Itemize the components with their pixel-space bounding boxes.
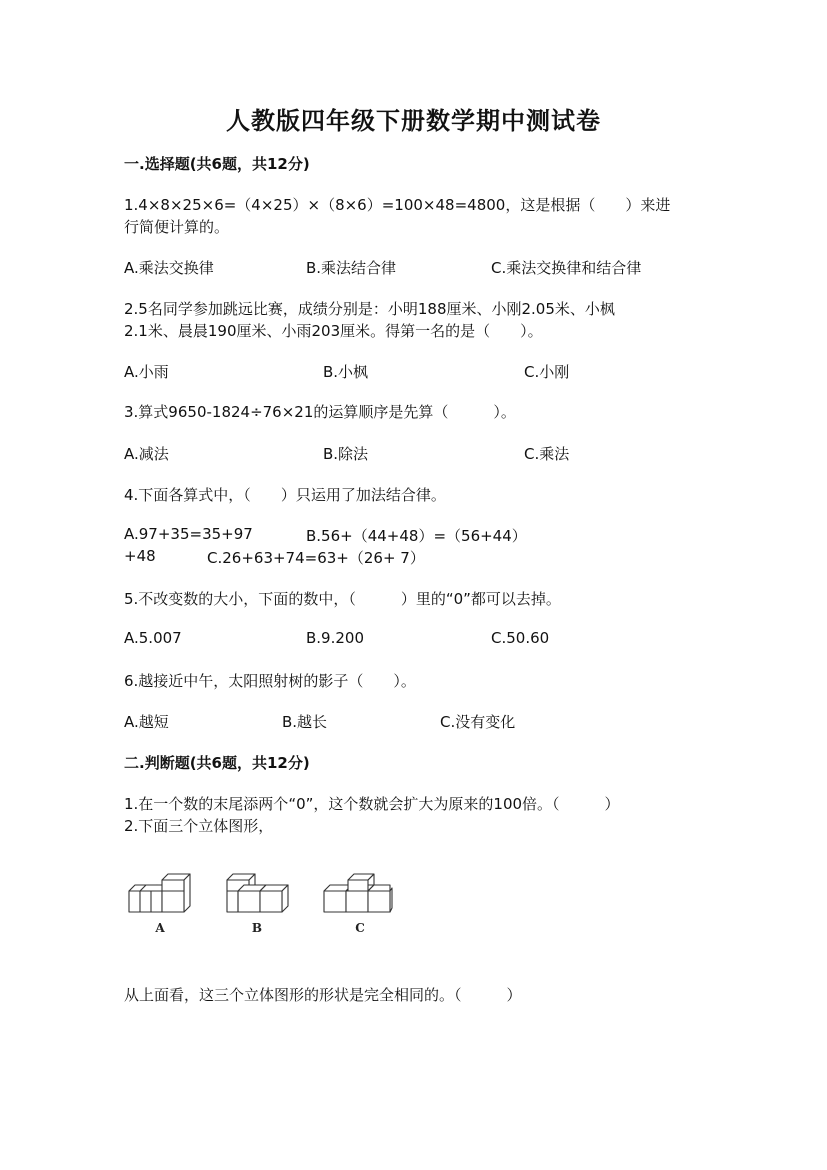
option-a: A.越短 [124,713,169,731]
question-text: 2.1米、晨晨190厘米、小雨203厘米。得第一名的是（ ）。 [124,322,543,340]
cube-figure-a [129,874,190,935]
question-text: 1.在一个数的末尾添两个“0”，这个数就会扩大为原来的100倍。（ ） [124,795,620,813]
option-c: C.50.60 [491,629,550,647]
option-b: B.乘法结合律 [306,259,397,277]
figure-label-b: B [251,921,263,935]
figure-label-a: A [155,921,165,935]
cube-figure-c [324,874,392,935]
option-c: C.乘法交换律和结合律 [491,259,642,277]
question-followup: 从上面看，这三个立体图形的形状是完全相同的。（ ） [124,986,522,1004]
question-text: 2.5名同学参加跳远比赛，成绩分别是：小明188厘米、小刚2.05米、小枫 [124,300,615,318]
option-b-continued: +48 [124,547,156,565]
option-a: A.小雨 [124,363,169,381]
option-a: A.减法 [124,445,169,463]
option-a: A.5.007 [124,629,182,647]
question-text: 4.下面各算式中，（ ）只运用了加法结合律。 [124,486,446,504]
option-c: C.没有变化 [440,713,516,731]
figure-label-c: C [355,921,365,935]
option-b: B.56+（44+48）=（56+44） [306,527,527,545]
question-text: 3.算式9650-1824÷76×21的运算顺序是先算（ ）。 [124,403,516,421]
question-text: 5.不改变数的大小，下面的数中，（ ）里的“0”都可以去掉。 [124,590,561,608]
option-c: C.小刚 [524,363,570,381]
cube-figure-b [227,874,288,935]
question-text: 2.下面三个立体图形， [124,817,274,835]
page-title: 人教版四年级下册数学期中测试卷 [226,106,601,135]
option-a: A.乘法交换律 [124,259,214,277]
cube-figures [124,868,404,940]
section-heading: 一.选择题(共6题，共12分) [124,155,310,173]
option-b: B.小枫 [323,363,369,381]
option-c: C.乘法 [524,445,570,463]
option-b: B.9.200 [306,629,365,647]
question-text: 1.4×8×25×6=（4×25）×（8×6）=100×48=4800，这是根据（ ）来进 [124,196,671,214]
section-heading: 二.判断题(共6题，共12分) [124,754,310,772]
question-text: 行简便计算的。 [124,218,230,236]
question-text: 6.越接近中午，太阳照射树的影子（ ）。 [124,672,416,690]
option-b: B.除法 [323,445,369,463]
option-a: A.97+35=35+97 [124,525,253,543]
option-c: C.26+63+74=63+（26+ 7） [207,549,425,567]
option-b: B.越长 [282,713,328,731]
